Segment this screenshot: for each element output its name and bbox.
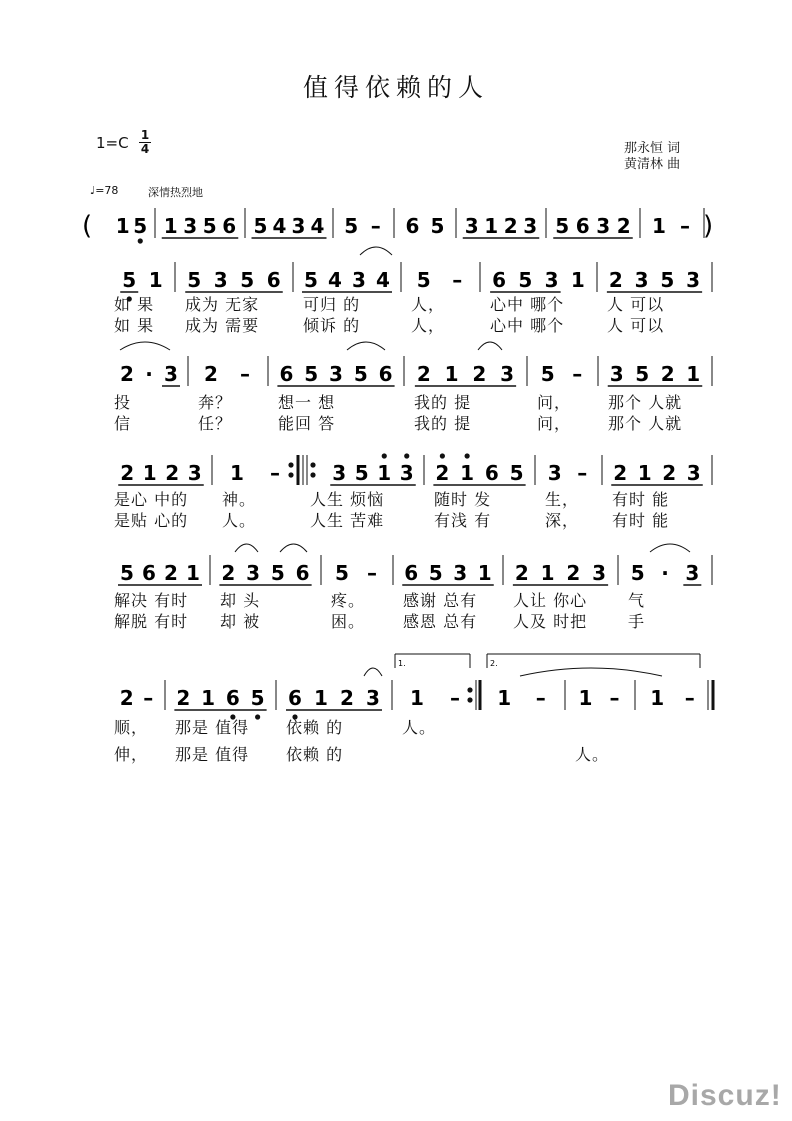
- lyric-segment: 我的 提: [414, 393, 472, 412]
- note: 1: [142, 461, 157, 485]
- note: 5: [660, 268, 675, 292]
- lyric-segment: 人。: [575, 745, 610, 764]
- lyric-segment: 奔？: [198, 393, 233, 412]
- lyric-segment: 是心 中的: [114, 490, 189, 509]
- note: 2: [660, 362, 675, 386]
- slur-arc: [120, 342, 170, 350]
- note: 1: [484, 214, 499, 238]
- lyric-segment: 任？: [198, 414, 233, 433]
- lyric-segment: 感恩 总有: [403, 612, 478, 631]
- lyric-segment: 问，: [537, 393, 572, 412]
- note: 3: [547, 461, 562, 485]
- lyric-segment: 人，: [411, 295, 446, 314]
- octave-dot-below: [255, 714, 260, 719]
- lyric-segment: 人让 你心: [513, 591, 588, 610]
- note: 3: [187, 461, 202, 485]
- lyric-segment: 能回 答: [278, 414, 336, 433]
- note: 5: [354, 461, 369, 485]
- note: 5: [202, 214, 217, 238]
- note: 1: [163, 214, 178, 238]
- note: 3: [352, 268, 366, 292]
- note: 3: [523, 214, 538, 238]
- note: 6: [404, 561, 419, 585]
- lyric-segment: 人生 苦难: [310, 511, 385, 530]
- lyricist-credit: 那永恒 词: [624, 141, 681, 156]
- close-parenthesis: ): [703, 211, 714, 241]
- note: 3: [399, 461, 414, 485]
- octave-dot-below: [138, 238, 143, 243]
- lyric-segment: 那个 人就: [608, 414, 683, 433]
- note: 6: [484, 461, 499, 485]
- lyric-segment: 气: [628, 591, 646, 610]
- lyric-segment: 解脱 有时: [114, 612, 189, 631]
- lyric-segment: 感谢 总有: [403, 591, 478, 610]
- note: 2: [514, 561, 529, 585]
- note: 2: [340, 686, 354, 710]
- note: 1: [540, 561, 555, 585]
- note: 2: [204, 362, 218, 386]
- note: 1: [230, 461, 244, 485]
- slur-arc: [650, 544, 690, 552]
- note: 5: [270, 561, 285, 585]
- note: 2: [120, 461, 135, 485]
- note: 5: [335, 561, 349, 585]
- lyric-segment: 解决 有时: [114, 591, 189, 610]
- note: 6: [575, 214, 590, 238]
- slur-arc: [347, 342, 385, 350]
- lyric-segment: 困。: [331, 612, 366, 631]
- note: –: [680, 214, 690, 238]
- quarter-note-icon: ♩: [90, 184, 96, 197]
- note: 6: [279, 362, 294, 386]
- composer-credit: 黄清林 曲: [624, 157, 681, 172]
- note: 1: [115, 214, 130, 238]
- note: 5: [555, 214, 570, 238]
- lyric-segment: 依赖 的: [286, 718, 344, 737]
- lyric-segment: 心中 哪个: [490, 316, 565, 335]
- note: 3: [213, 268, 228, 292]
- note: 3: [634, 268, 649, 292]
- note: 2: [662, 461, 677, 485]
- note: 4: [310, 214, 325, 238]
- slur-arc: [478, 342, 502, 350]
- note: 5: [344, 214, 359, 238]
- repeat-dot: [310, 462, 315, 467]
- note: 5: [122, 268, 137, 292]
- lyric-segment: 随时 发: [434, 490, 492, 509]
- note: 3: [332, 461, 347, 485]
- lyric-segment: 人。: [402, 718, 437, 737]
- note: 2: [566, 561, 581, 585]
- note: 2: [613, 461, 628, 485]
- repeat-dot: [467, 697, 472, 702]
- lyric-segment: 信: [114, 414, 132, 433]
- lyric-segment: 神。: [222, 490, 257, 509]
- note: 5: [540, 362, 555, 386]
- note: –: [367, 561, 377, 585]
- octave-dot-above: [382, 453, 387, 458]
- lyric-segment: 如 果: [114, 316, 155, 335]
- note: ·: [145, 362, 153, 386]
- expression-marking: 深情热烈地: [148, 186, 203, 199]
- note: –: [684, 686, 695, 710]
- note: 3: [609, 362, 624, 386]
- note: 3: [183, 214, 198, 238]
- note: –: [270, 461, 280, 485]
- lyric-segment: 深，: [545, 511, 580, 530]
- note: 5: [630, 561, 645, 585]
- lyric-segment: 顺，: [114, 718, 149, 737]
- slur-arc: [364, 668, 382, 676]
- note: –: [577, 461, 588, 485]
- note: 5: [250, 686, 265, 710]
- lyric-segment: 生，: [545, 490, 580, 509]
- slur-arc: [235, 544, 258, 552]
- lyric-segment: 那是 值得: [175, 745, 250, 764]
- song-title: 值得依赖的人: [302, 73, 489, 102]
- lyric-segment: 人，: [411, 316, 446, 335]
- lyric-segment: 那个 人就: [608, 393, 683, 412]
- note: 5: [133, 214, 148, 238]
- note: ·: [661, 561, 669, 585]
- note: 4: [328, 268, 342, 292]
- note: 2: [616, 214, 631, 238]
- lyric-segment: 人 可以: [607, 295, 665, 314]
- note: 2: [608, 268, 623, 292]
- note: 3: [453, 561, 468, 585]
- slur-arc: [360, 247, 392, 255]
- note: 4: [272, 214, 287, 238]
- note: 3: [596, 214, 611, 238]
- note: 6: [378, 362, 393, 386]
- lyric-segment: 投: [114, 393, 132, 412]
- octave-dot-above: [465, 453, 470, 458]
- lyric-segment: 成为 需要: [185, 316, 260, 335]
- note: –: [452, 268, 463, 292]
- note: 6: [288, 686, 302, 710]
- tempo-value: =78: [95, 184, 119, 197]
- lyric-segment: 有浅 有: [434, 511, 492, 530]
- note: 5: [187, 268, 202, 292]
- time-sig-numerator: 1: [140, 128, 150, 142]
- watermark-logo: Discuz!: [668, 1079, 782, 1112]
- note: 3: [164, 362, 178, 386]
- lyric-segment: 想一 想: [278, 393, 336, 412]
- key-signature: 1=C: [96, 134, 129, 152]
- note: –: [535, 686, 546, 710]
- note: 3: [686, 268, 701, 292]
- lyric-segment: 如 果: [114, 295, 155, 314]
- lyric-segment: 我的 提: [414, 414, 472, 433]
- note: 1: [578, 686, 593, 710]
- volta-1-label: 1.: [398, 659, 406, 668]
- note: 6: [222, 214, 237, 238]
- note: 5: [120, 561, 134, 585]
- note: 2: [164, 561, 178, 585]
- lyric-segment: 却 被: [220, 612, 261, 631]
- note: 1: [460, 461, 475, 485]
- note: 1: [637, 461, 652, 485]
- note: 3: [500, 362, 515, 386]
- note: 2: [472, 362, 487, 386]
- note: 1: [148, 268, 163, 292]
- note: 1: [650, 686, 665, 710]
- repeat-dot: [467, 687, 472, 692]
- note: 3: [366, 686, 380, 710]
- note: –: [240, 362, 250, 386]
- note: 1: [477, 561, 492, 585]
- lyric-segment: 有时 能: [612, 490, 670, 509]
- note: 6: [492, 268, 507, 292]
- lyric-segment: 问，: [537, 414, 572, 433]
- note: 5: [240, 268, 255, 292]
- note: 6: [142, 561, 156, 585]
- lyric-segment: 手: [628, 612, 646, 631]
- note: 2: [221, 561, 236, 585]
- note: 5: [353, 362, 368, 386]
- note: 3: [686, 461, 701, 485]
- note: 5: [304, 268, 318, 292]
- note: 3: [464, 214, 479, 238]
- note: 5: [253, 214, 268, 238]
- note: 5: [428, 561, 443, 585]
- note: 3: [685, 561, 700, 585]
- note: 6: [266, 268, 281, 292]
- lyric-segment: 可归 的: [303, 295, 361, 314]
- note: 2: [416, 362, 431, 386]
- note: 1: [314, 686, 328, 710]
- note: 5: [635, 362, 650, 386]
- volta-2-label: 2.: [490, 659, 498, 668]
- lyric-segment: 那是 值得: [175, 718, 250, 737]
- note: 5: [416, 268, 431, 292]
- note: 5: [518, 268, 533, 292]
- note: 1: [444, 362, 459, 386]
- repeat-dot: [310, 472, 315, 477]
- lyric-segment: 伸，: [114, 745, 149, 764]
- lyric-segment: 人及 时把: [513, 612, 588, 631]
- octave-dot-above: [404, 453, 409, 458]
- note: 6: [295, 561, 310, 585]
- note: 2: [503, 214, 518, 238]
- note: –: [450, 686, 460, 710]
- note: 5: [430, 214, 445, 238]
- note: 2: [120, 362, 134, 386]
- slur-arc: [280, 544, 307, 552]
- lyric-segment: 人 可以: [607, 316, 665, 335]
- note: 3: [291, 214, 306, 238]
- note: –: [609, 686, 620, 710]
- lyric-segment: 人。: [222, 511, 257, 530]
- note: –: [143, 686, 154, 710]
- lyric-segment: 人生 烦恼: [310, 490, 385, 509]
- note: 1: [652, 214, 666, 238]
- note: 3: [592, 561, 607, 585]
- note: –: [370, 214, 381, 238]
- lyric-segment: 疼。: [331, 591, 366, 610]
- note: 3: [246, 561, 261, 585]
- note: 2: [176, 686, 191, 710]
- note: 2: [165, 461, 180, 485]
- note: 1: [686, 362, 701, 386]
- slur-arc: [520, 668, 662, 676]
- note: 6: [405, 214, 420, 238]
- note: 4: [376, 268, 390, 292]
- note: 2: [435, 461, 450, 485]
- lyric-segment: 依赖 的: [286, 745, 344, 764]
- lyric-segment: 有时 能: [612, 511, 670, 530]
- note: 2: [119, 686, 134, 710]
- open-parenthesis: (: [82, 211, 93, 241]
- lyric-segment: 却 头: [220, 591, 261, 610]
- note: 1: [410, 686, 424, 710]
- repeat-dot: [288, 472, 293, 477]
- note: 1: [570, 268, 585, 292]
- note: 5: [304, 362, 319, 386]
- time-sig-denominator: 4: [140, 142, 150, 156]
- note: 1: [201, 686, 216, 710]
- note: 6: [225, 686, 240, 710]
- octave-dot-above: [440, 453, 445, 458]
- note: –: [572, 362, 583, 386]
- lyric-segment: 心中 哪个: [490, 295, 565, 314]
- note: 3: [329, 362, 343, 386]
- note: 1: [377, 461, 392, 485]
- repeat-dot: [288, 462, 293, 467]
- note: 5: [509, 461, 524, 485]
- note: 1: [186, 561, 200, 585]
- note: 3: [544, 268, 559, 292]
- lyric-segment: 倾诉 的: [303, 316, 361, 335]
- lyric-segment: 是贴 心的: [114, 511, 189, 530]
- note: 1: [497, 686, 512, 710]
- lyric-segment: 成为 无家: [185, 295, 260, 314]
